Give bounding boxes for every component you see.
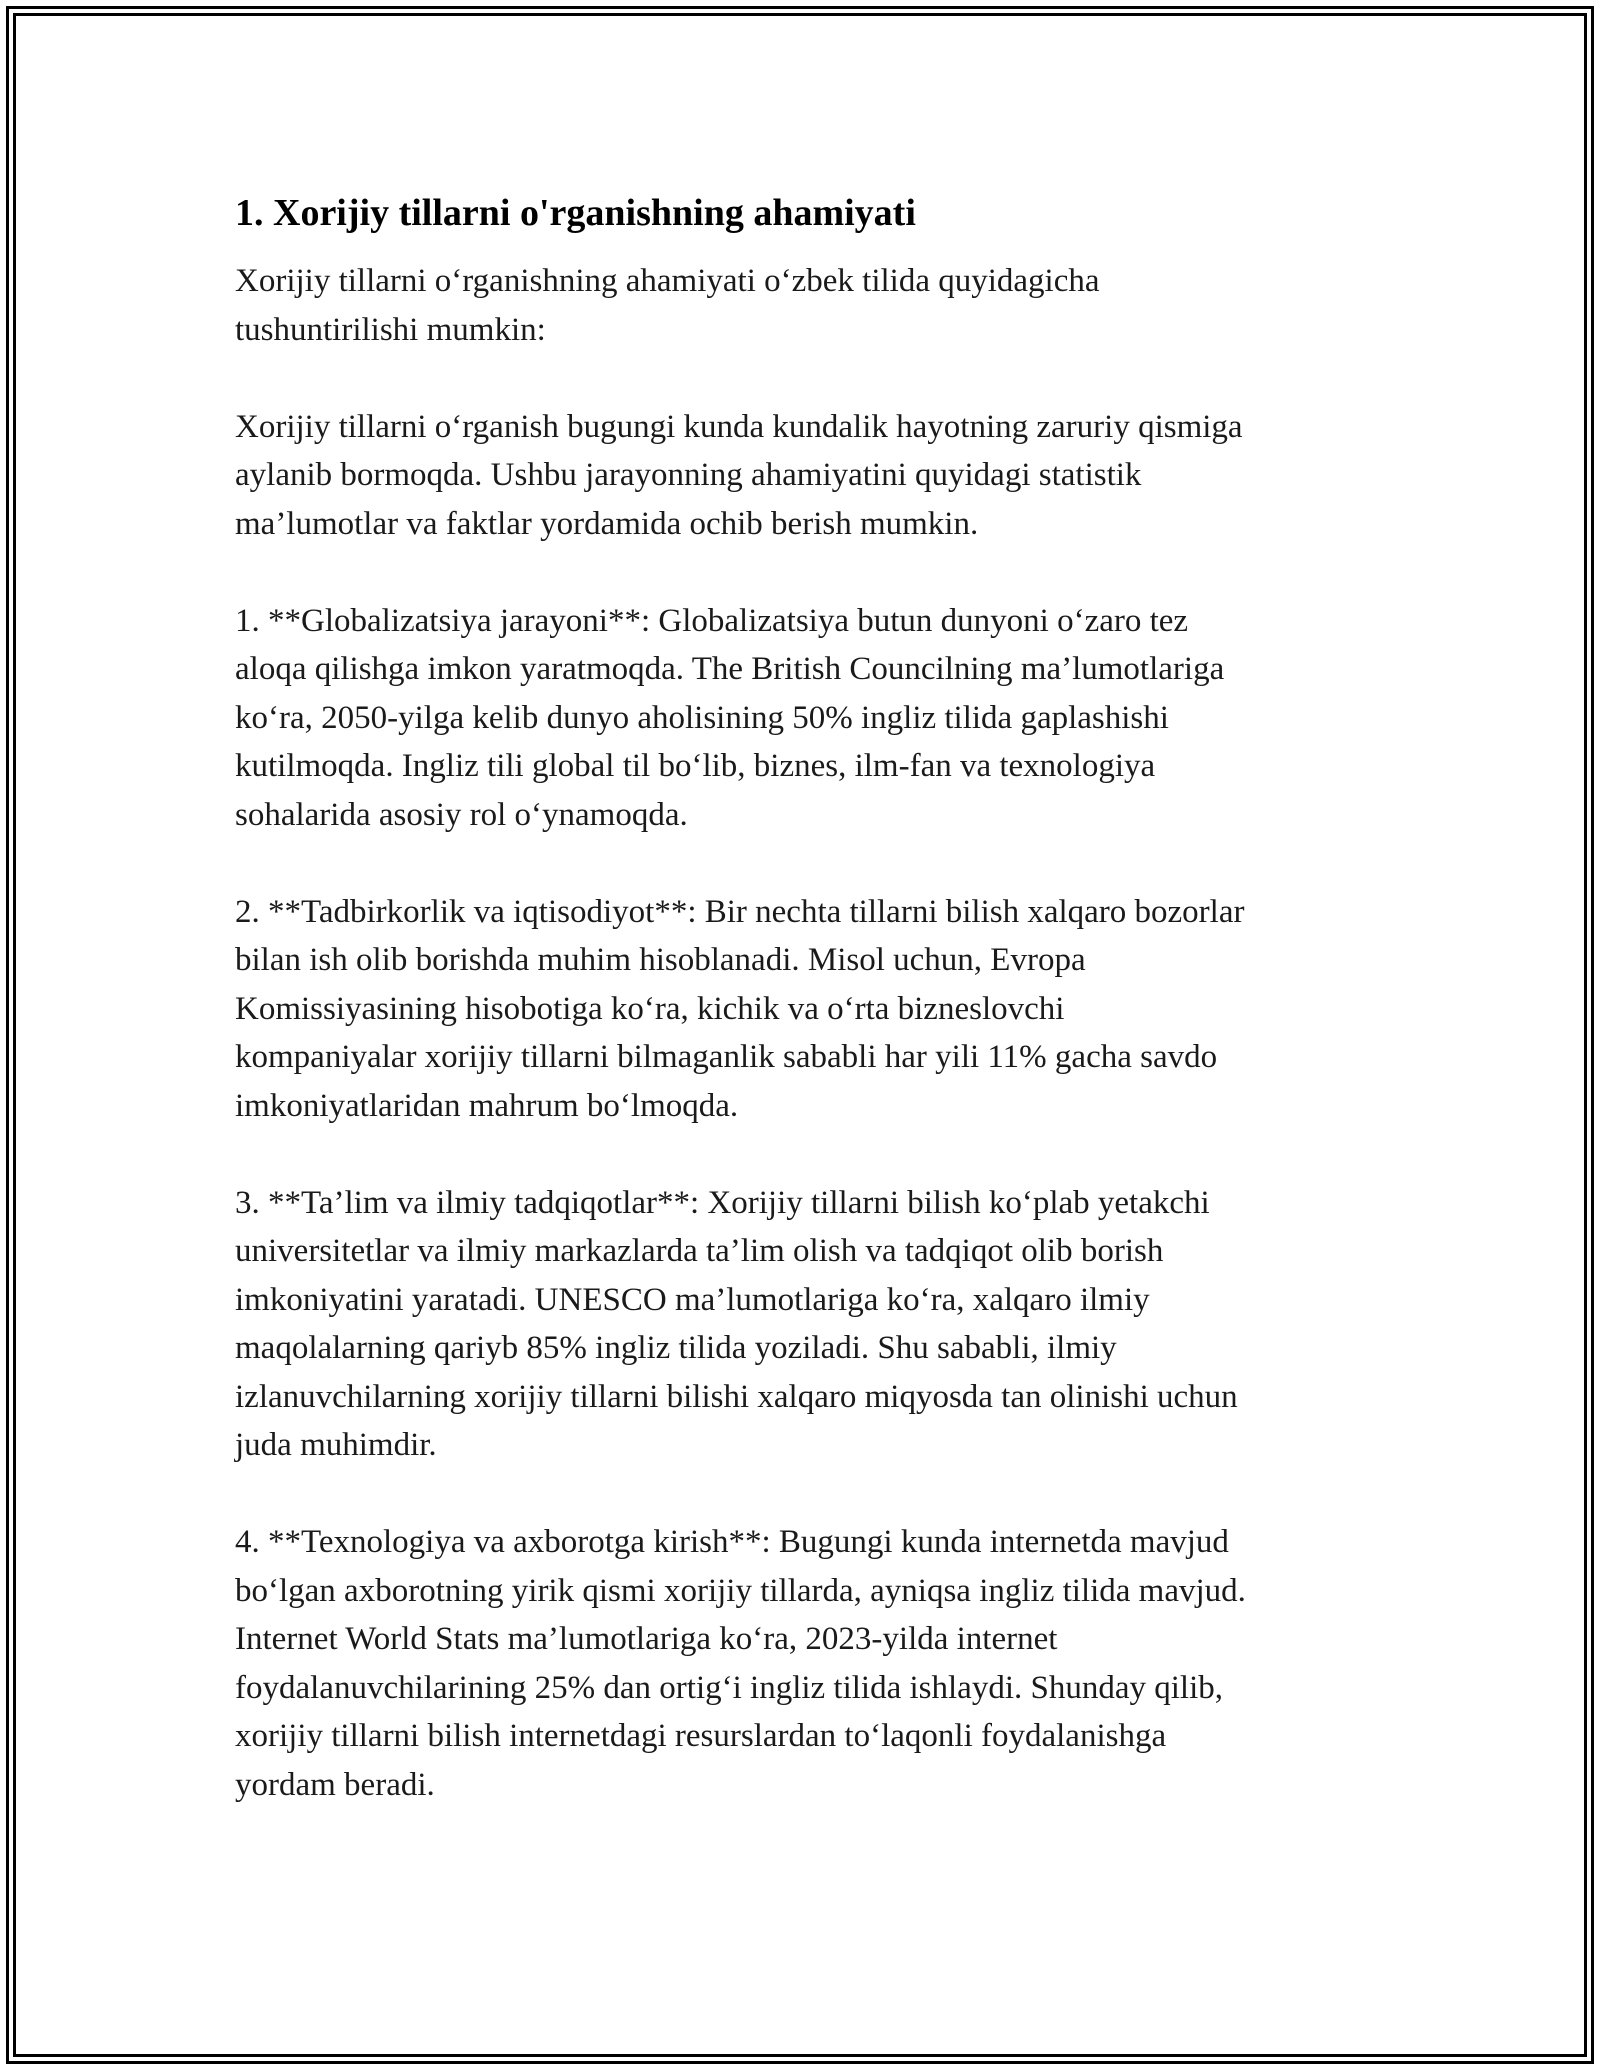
text-line: Komissiyasining hisobotiga ko‘ra, kichik va o‘rta bizneslovchi: [235, 990, 1065, 1027]
text-line: imkoniyatini yaratadi. UNESCO ma’lumotlariga ko‘ra, xalqaro ilmiy: [235, 1281, 1150, 1318]
text-line: 1. **Globalizatsiya jarayoni**: Globalizatsiya butun dunyoni o‘zaro tez: [235, 602, 1189, 639]
text-line: yordam beradi.: [235, 1766, 435, 1803]
point-technology: [235, 1518, 1385, 1809]
point-business: [235, 888, 1385, 1131]
text-line: juda muhimdir.: [235, 1427, 437, 1463]
text-line: Internet World Stats ma’lumotlariga ko‘ra, 2023-yilda internet: [235, 1621, 1058, 1657]
text-line: tushuntirilishi mumkin:: [235, 311, 546, 348]
text-line: foydalanuvchilarining 25% dan ortig‘i ingliz tilida ishlaydi. Shunday qilib,: [235, 1669, 1224, 1706]
text-line: aloqa qilishga imkon yaratmoqda. The British Councilning ma’lumotlariga: [235, 651, 1225, 687]
paragraph-gap: [235, 839, 1385, 888]
text-line: aylanib bormoqda. Ushbu jarayonning ahamiyatini quyidagi statistik: [235, 457, 1142, 493]
context-paragraph: [235, 403, 1385, 549]
paragraph-gap: [235, 548, 1385, 597]
text-line: Xorijiy tillarni o‘rganishning ahamiyati o‘zbek tilida quyidagicha: [235, 263, 1100, 299]
text-line: ko‘ra, 2050-yilga kelib dunyo aholisining 50% ingliz tilida gaplashishi: [235, 699, 1169, 736]
text-line: izlanuvchilarning xorijiy tillarni bilishi xalqaro miqyosda tan olinishi uchun: [235, 1378, 1238, 1415]
point-education: [235, 1179, 1385, 1470]
text-line: 4. **Texnologiya va axborotga kirish**: Bugungi kunda internetda mavjud: [235, 1524, 1229, 1560]
text-line: sohalarida asosiy rol o‘ynamoqda.: [235, 796, 688, 833]
text-line: xorijiy tillarni bilish internetdagi resurslardan to‘laqonli foydalanishga: [235, 1718, 1167, 1754]
text-line: 2. **Tadbirkorlik va iqtisodiyot**: Bir nechta tillarni bilish xalqaro bozorlar: [235, 893, 1245, 930]
paragraph-gap: [235, 1130, 1385, 1179]
point-globalization: [235, 597, 1385, 840]
text-line: bilan ish olib borishda muhim hisoblanadi. Misol uchun, Evropa: [235, 942, 1086, 978]
text-line: 3. **Ta’lim va ilmiy tadqiqotlar**: Xorijiy tillarni bilish ko‘plab yetakchi: [235, 1184, 1210, 1221]
paragraph-gap: [235, 1470, 1385, 1519]
text-line: kompaniyalar xorijiy tillarni bilmaganlik sababli har yili 11% gacha savdo: [235, 1039, 1218, 1075]
text-line: bo‘lgan axborotning yirik qismi xorijiy tillarda, ayniqsa ingliz tilida mavjud.: [235, 1572, 1246, 1609]
document-body: [235, 185, 1385, 1809]
text-line: imkoniyatlaridan mahrum bo‘lmoqda.: [235, 1087, 739, 1124]
text-line: ma’lumotlar va faktlar yordamida ochib berish mumkin.: [235, 505, 979, 542]
text-line: universitetlar va ilmiy markazlarda ta’lim olish va tadqiqot olib borish: [235, 1233, 1164, 1269]
intro-paragraph: [235, 257, 1385, 354]
section-heading: 1. Xorijiy tillarni o'rganishning ahamiyati: [235, 192, 916, 234]
text-line: kutilmoqda. Ingliz tili global til bo‘lib, biznes, ilm-fan va texnologiya: [235, 748, 1156, 784]
text-line: Xorijiy tillarni o‘rganish bugungi kunda kundalik hayotning zaruriy qismiga: [235, 408, 1243, 445]
paragraph-gap: [235, 354, 1385, 403]
text-line: maqolalarning qariyb 85% ingliz tilida yoziladi. Shu sababli, ilmiy: [235, 1330, 1117, 1366]
